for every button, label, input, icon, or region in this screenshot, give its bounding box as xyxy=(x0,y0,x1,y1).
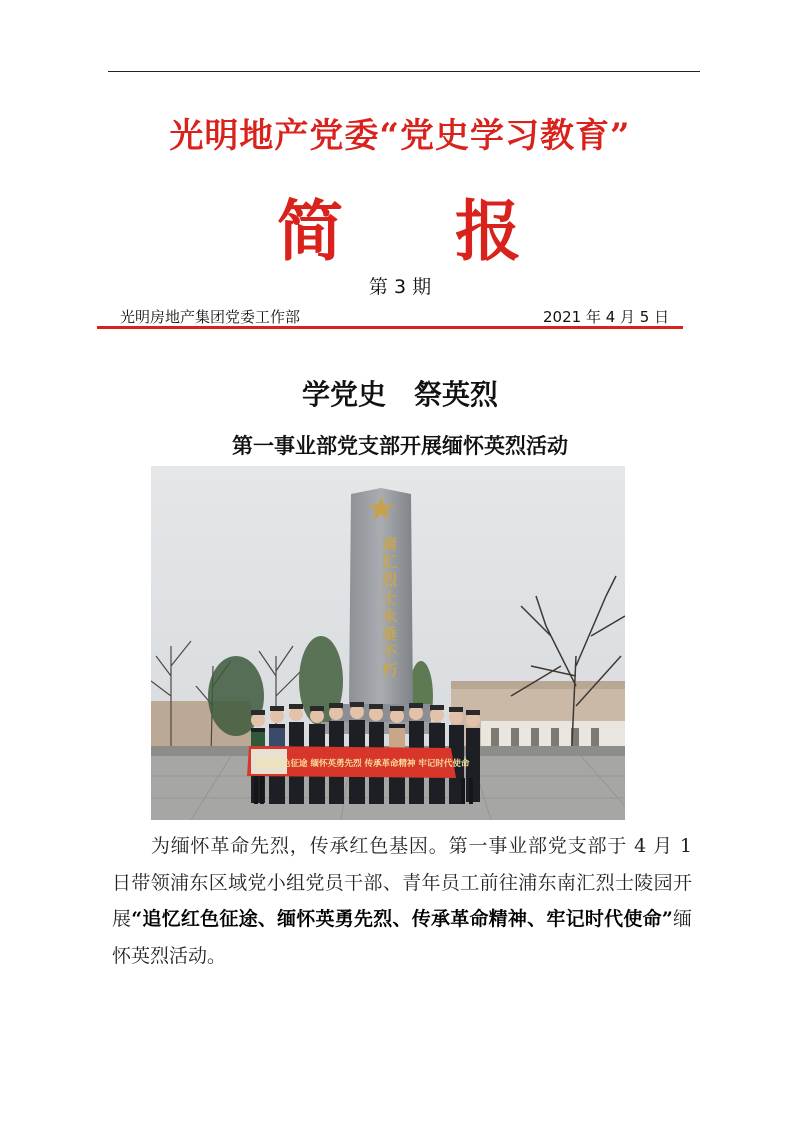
brief-char-1: 简 xyxy=(277,192,345,270)
brief-char-2: 报 xyxy=(455,192,523,270)
red-divider xyxy=(97,326,683,329)
brief-title xyxy=(0,178,800,273)
event-photo xyxy=(151,466,625,820)
issue-number: 第 3 期 xyxy=(368,276,432,298)
masthead-title: 光明地产党委“党史学习教育” xyxy=(169,116,631,156)
body-part-1: 为缅怀革命先烈，传承红色基因。第一事业部党支部于 4 月 1 日带领浦东区域党小组党员干部、青年员工前往浦东南汇烈士陵园开展 xyxy=(112,835,692,930)
article-subheadline: 第一事业部党支部开展缅怀英烈活动 xyxy=(232,433,568,458)
banner-slogan: 追忆红色征途 缅怀英勇先烈 传承革命精神 牢记时代使命 xyxy=(256,759,470,769)
article-body xyxy=(112,828,692,974)
body-part-2: 缅怀英烈活动。 xyxy=(112,908,692,967)
top-rule xyxy=(108,71,700,72)
monument-inscription: 南汇烈士永垂不朽 xyxy=(380,536,398,680)
publisher-department: 光明房地产集团党委工作部 xyxy=(120,308,301,326)
body-bold-slogan: “追忆红色征途、缅怀英勇先烈、传承革命精神、牢记时代使命” xyxy=(131,908,673,930)
article-headline: 学党史 祭英烈 xyxy=(301,378,498,411)
publish-date: 2021 年 4 月 5 日 xyxy=(543,308,670,326)
